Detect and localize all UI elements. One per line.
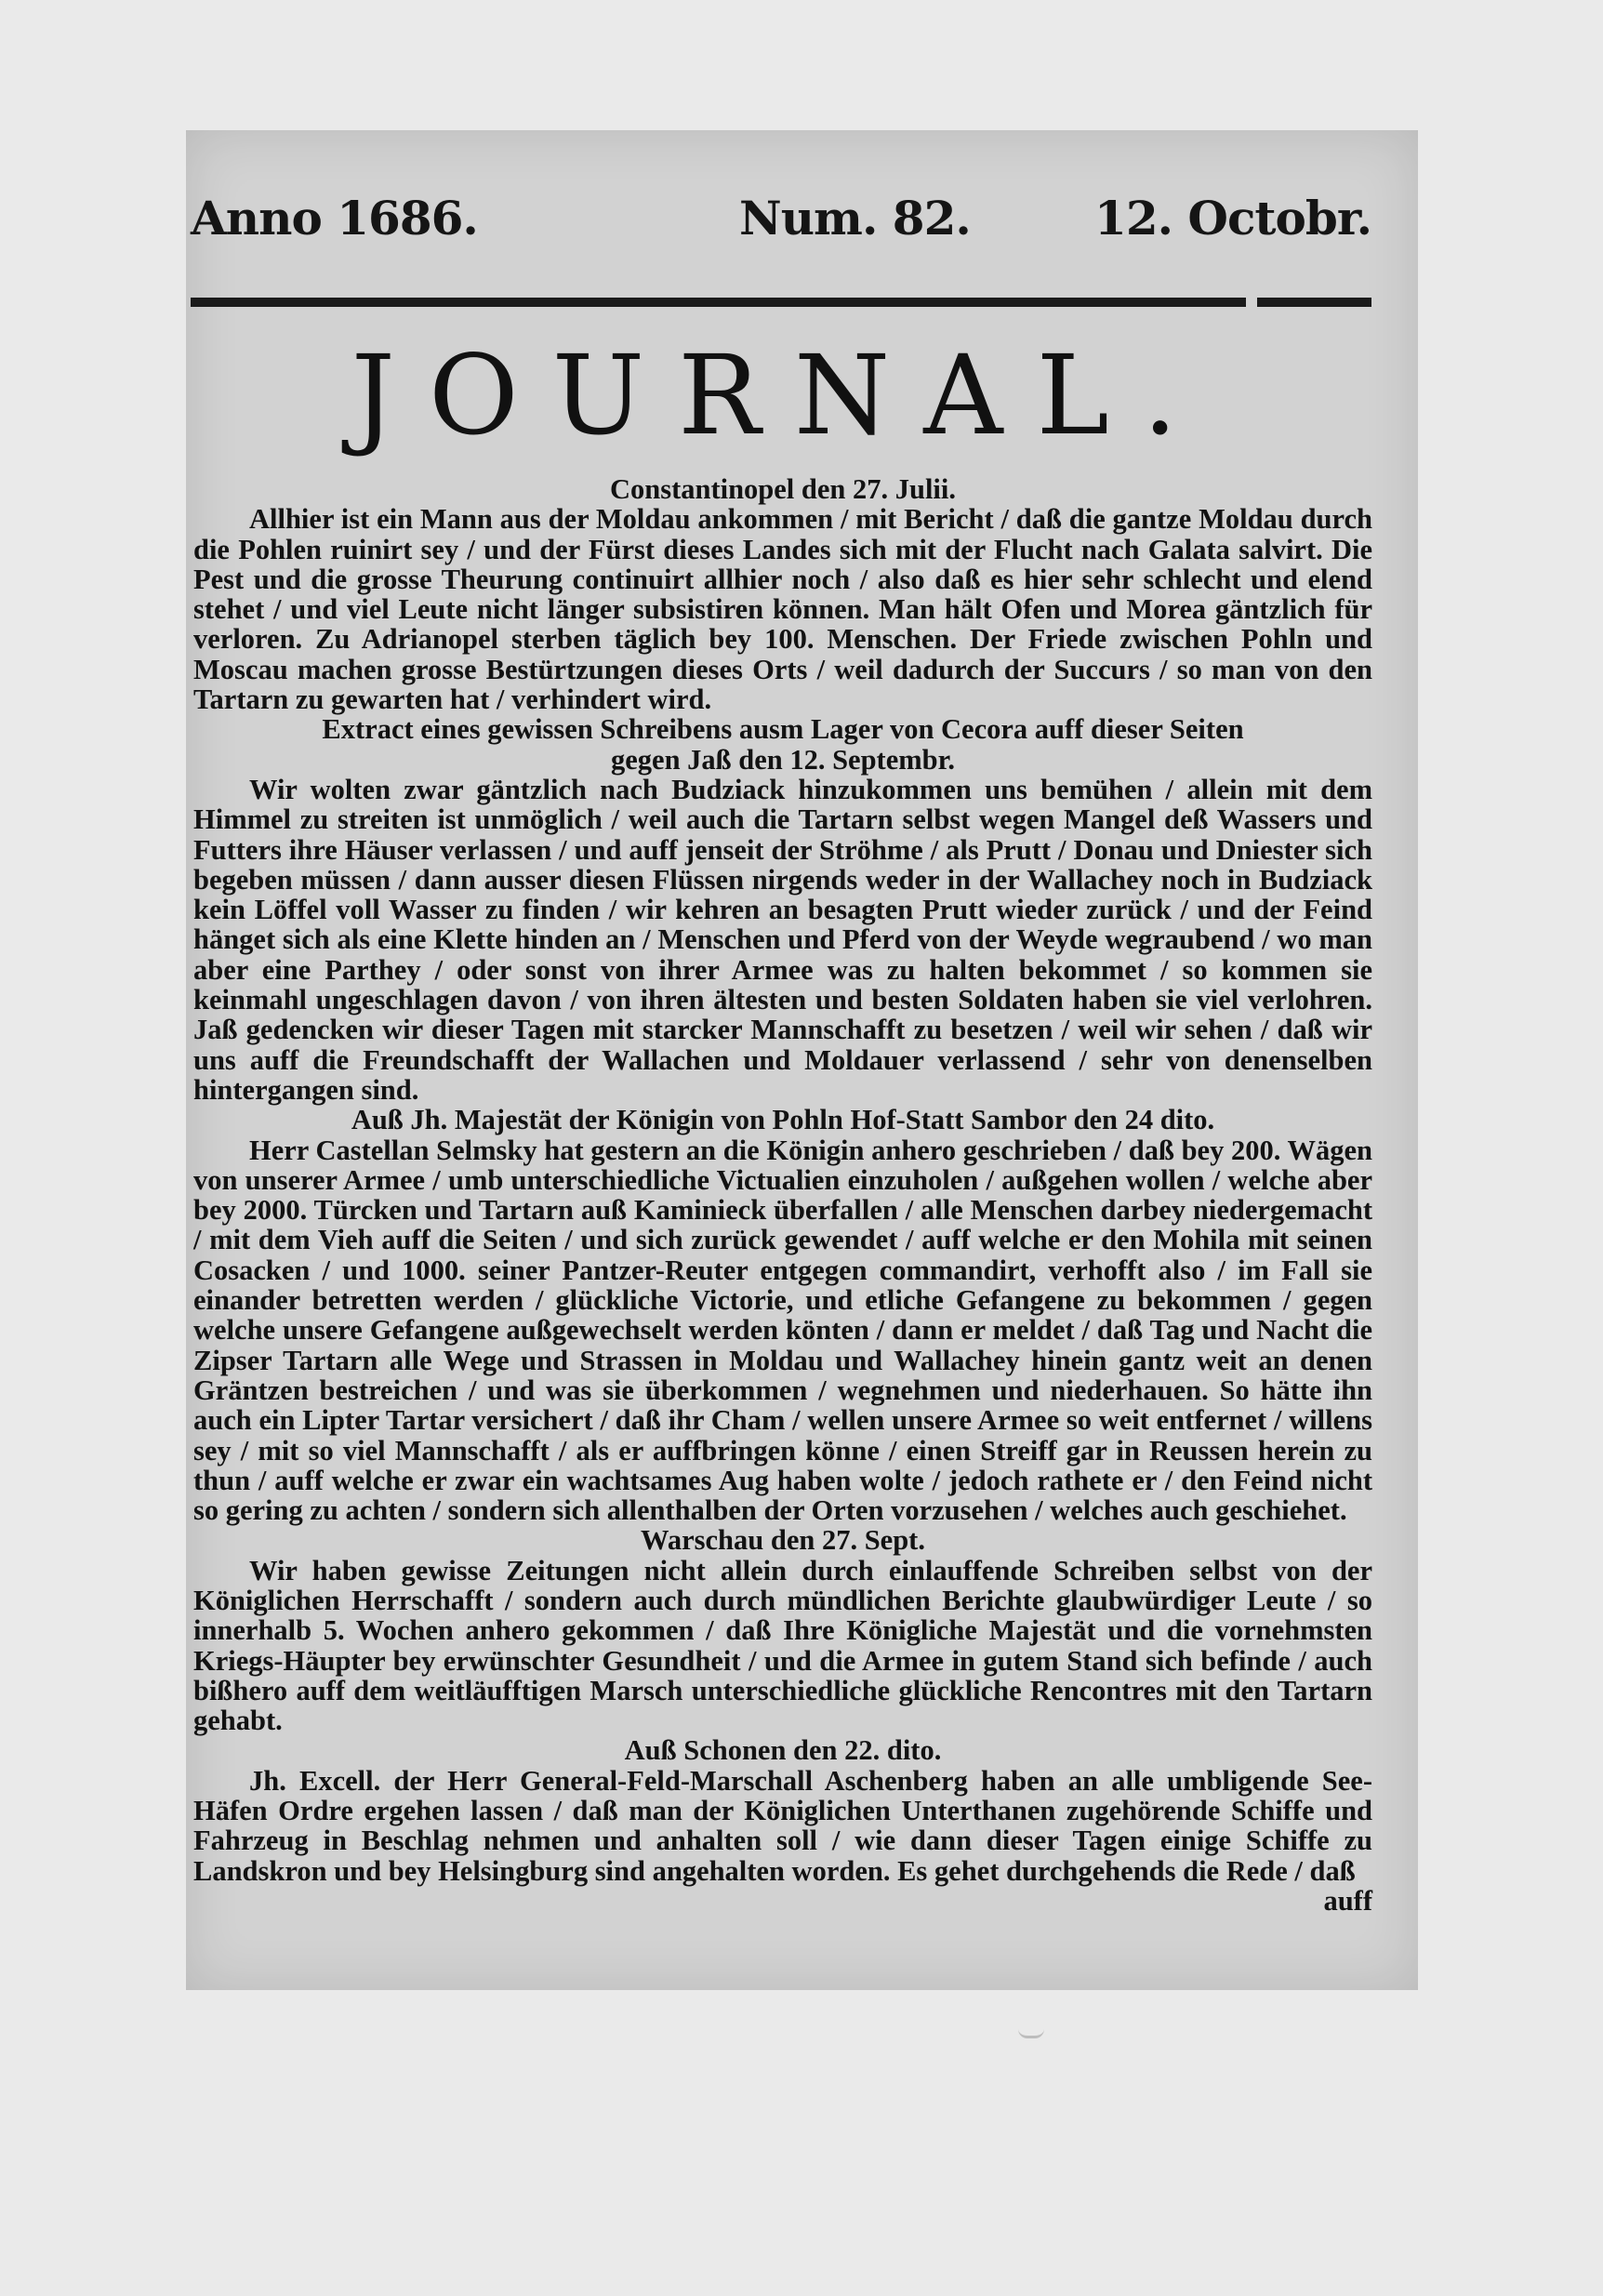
article-column bbox=[193, 474, 1372, 1916]
dateline-cecora-line1: Extract eines gewissen Schreibens ausm Lager von Cecora auff dieser Seiten bbox=[322, 713, 1244, 746]
article-constantinopel: Allhier ist ein Mann aus der Moldau ankommen / mit Bericht / daß die gantze Moldau durch die Pohlen ruinirt sey / und der Fürst dieses Landes sich mit der Flucht nach Galata salvirt. Die Pest und die grosse Theurung continuirt allhier noch / also daß es hier sehr schlecht und elend stehet / und viel Leute nicht länger subsistiren können. Man hält Ofen und Morea gäntzlich für verloren. Zu Adrianopel sterben täglich bey 100. Menschen. Der Friede zwischen Pohln und Moscau machen grosse Bestürtzungen dieses Orts / weil dadurch der Succurs / so man von den Tartarn zu gewarten hat / verhindert wird. bbox=[193, 503, 1372, 716]
article-schonen: Jh. Excell. der Herr General-Feld-Marschall Aschenberg haben an alle umbligende See-Häfen Ordre ergehen lassen / daß man der Königlichen Unterthanen zugehörende Schiffe und Fahrzeug in Beschlag nehmen und anhalten soll / wie dann dieser Tagen einige Schiffe zu Landskron und bey Helsingburg sind angehalten worden. Es gehet durchgehends die Rede / daß bbox=[193, 1764, 1372, 1887]
paper-smudge bbox=[1018, 2023, 1044, 2038]
dateline-sambor: Auß Jh. Majestät der Königin von Pohln Hof-Statt Sambor den 24 dito. bbox=[351, 1104, 1215, 1136]
article-cecora: Wir wolten zwar gäntzlich nach Budziack hinzukommen uns bemühen / allein mit dem Himmel zu streiten ist unmöglich / weil auch die Tartarn selbst wegen Mangel deß Wassers und Futters ihre Häuser verlassen / und auff jenseit der Ströhme / als Prutt / Donau und Dniester sich begeben müssen / dann ausser diesen Flüssen nirgends weder in der Wallachey noch in Budziack kein Löffel voll Wasser zu finden / wir kehren an besagten Prutt wieder zurück / und der Feind hänget sich als eine Klette hinden an / Menschen und Pferd von der Weyde wegraubend / wo man aber eine Parthey / oder sonst von ihrer Armee was zu halten bekommet / so kommen sie keinmahl ungeschlagen davon / von ihren ältesten und besten Soldaten haben sie viel verlohren. Jaß gedencken wir dieser Tagen mit starcker Mannschafft zu besetzen / weil wir sehen / daß wir uns auff die Freundschafft der Wallachen und Moldauer verlassend / sehr von denenselben hintergangen sind. bbox=[193, 773, 1372, 1106]
issue-year: Anno 1686. bbox=[191, 191, 478, 246]
dateline-schonen: Auß Schonen den 22. dito. bbox=[624, 1734, 942, 1767]
newspaper-title: JOURNAL. bbox=[351, 331, 1212, 459]
dateline-constantinopel: Constantinopel den 27. Julii. bbox=[609, 473, 957, 505]
issue-date: 12. Octobr. bbox=[1094, 191, 1371, 246]
issue-number: Num. 82. bbox=[739, 191, 971, 246]
article-warschau: Wir haben gewisse Zeitungen nicht allein durch einlauffende Schreiben selbst von der Königlichen Herrschafft / sondern auch durch mündlichen Berichte glaubwürdiger Leute / so innerhalb 5. Wochen anhero gekommen / daß Ihre Königliche Majestät und die vornehmsten Kriegs-Häupter bey erwünschter Gesundheit / und die Armee in gutem Stand sich befinde / auch bißhero auff dem weitläufftigen Marsch unterschiedliche glückliche Rencontres mit den Tartarn gehabt. bbox=[193, 1554, 1372, 1737]
dateline-cecora-line2: gegen Jaß den 12. Septembr. bbox=[611, 743, 955, 776]
header-rule bbox=[191, 298, 1371, 307]
article-sambor: Herr Castellan Selmsky hat gestern an die Königin anhero geschrieben / daß bey 200. Wägen von unserer Armee / umb unterschiedliche Victualien einzuholen / außgehen wollen / welche aber bey 2000. Türcken und Tartarn auß Kaminieck überfallen / alle Menschen darbey niedergemacht / mit dem Vieh auff die Seiten / und sich zurück gewendet / auff welche er den Mohila mit seinen Cosacken / und 1000. seiner Pantzer-Reuter entgegen commandirt, verhofft also / im Fall sie einander betretten werden / glückliche Victorie, und etliche Gefangene zu bekommen / gegen welche unsere Gefangene außgewechselt werden könten / dann er meldet / daß Tag und Nacht die Zipser Tartarn alle Wege und Strassen in Moldau und Wallachey hinein gantz weit an denen Gräntzen bestreichen / und was sie überkommen / wegnehmen und niederhauen. So hätte ihn auch ein Lipter Tartar versichert / daß ihr Cham / wellen unsere Armee so weit entfernet / willens sey / mit so viel Mannschafft / als er auffbringen könne / einen Streiff gar in Reussen herein zu thun / auff welche er zwar ein wachtsames Aug haben wolte / jedoch rathete er / den Feind nicht so gering zu achten / sondern sich allenthalben der Orten vorzusehen / welches auch geschiehet. bbox=[193, 1134, 1372, 1527]
catchword: auff bbox=[1323, 1884, 1372, 1917]
masthead bbox=[191, 191, 1371, 246]
dateline-warschau: Warschau den 27. Sept. bbox=[641, 1524, 925, 1557]
